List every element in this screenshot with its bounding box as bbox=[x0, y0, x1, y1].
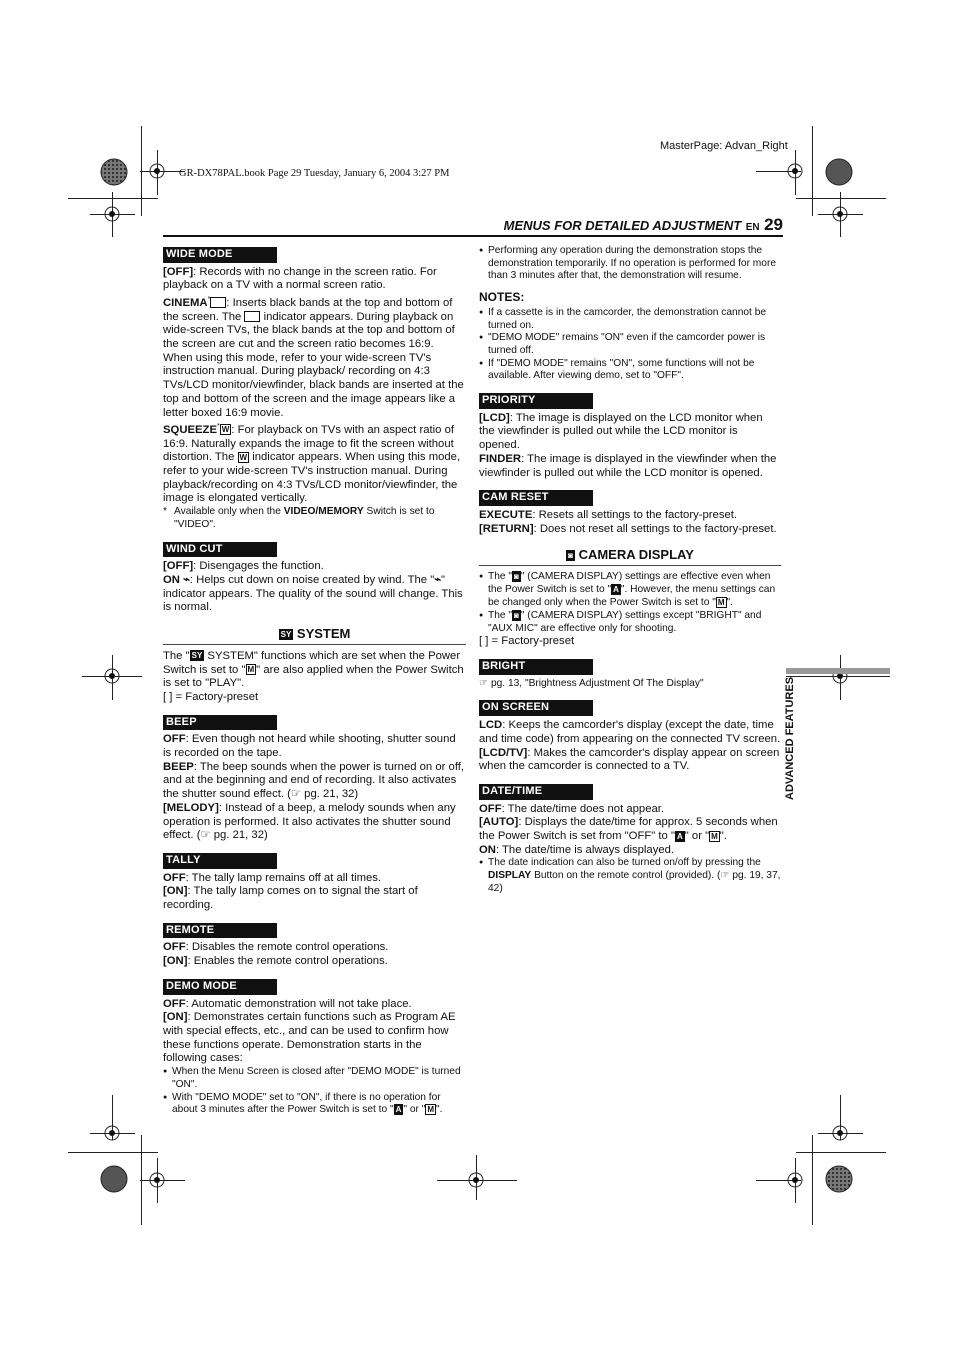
camera-display-bullet-2 bbox=[479, 610, 781, 636]
system-icon: SY bbox=[191, 651, 203, 661]
desc-text: : Keeps the camcorder's display (except the date, time and time code) from appearing on the connected TV screen. bbox=[479, 719, 781, 745]
tally-off bbox=[163, 872, 466, 886]
bullet-text: ". However, the menu settings can be changed only when the Power Switch is set to " bbox=[488, 584, 776, 609]
bullet-text: " or " bbox=[403, 1104, 426, 1116]
masterpage-label: MasterPage: Advan_Right bbox=[660, 140, 788, 152]
footnote-text: Available only when the bbox=[174, 506, 281, 518]
priority-heading: PRIORITY bbox=[479, 393, 593, 409]
system-title bbox=[163, 627, 466, 645]
desc-text: indicator appears. During playback on wide-screen TVs, the black bands at the top and bottom of the screen are cut and the screen ratio becomes 16:9. When using this mode, refer to your wide-screen TV's instruction manual. During playback/ recording on 4:3 TVs/LCD monitor/viewfinder, black bands are inserted at the top and bottom of the screen and the image appears like a letter boxed 16:9 movie. bbox=[163, 310, 464, 419]
cam-reset-heading: CAM RESET bbox=[479, 490, 593, 506]
key-label: [MELODY] bbox=[163, 801, 219, 814]
desc-text: " indicator appears. The quality of the sound will change. This is normal. bbox=[163, 574, 463, 614]
mode-m-icon: M bbox=[427, 1105, 435, 1115]
bullet-text: " (CAMERA DISPLAY) settings except "BRIGHT" and "AUX MIC" are effective only for shooting. bbox=[488, 609, 762, 634]
cam-reset-execute bbox=[479, 509, 781, 523]
desc-text: : Demonstrates certain functions such as Program AE with special effects, etc., and can be used to confirm how these functions operate. Demonstration starts in the following cases: bbox=[163, 1011, 456, 1065]
date-time-auto bbox=[479, 816, 781, 843]
desc-text: : Makes the camcorder's display appear on screen when the camcorder is connected to a TV. bbox=[479, 746, 780, 773]
key-label: ON bbox=[479, 843, 496, 856]
system-title-text: SYSTEM bbox=[296, 626, 351, 642]
desc-text: : Instead of a beep, a melody sounds when any operation is performed. It also activates the shutter sound effect. (☞ pg. 21, 32) bbox=[163, 801, 456, 842]
beep-off bbox=[163, 733, 466, 760]
desc-text: : Automatic demonstration will not take place. bbox=[185, 997, 412, 1010]
date-time-on bbox=[479, 844, 781, 858]
camera-display-icon: ◙ bbox=[514, 572, 519, 582]
desc-text: " are also applied when the Power Switch is set to "PLAY". bbox=[163, 663, 464, 690]
wind-icon: ⌁ bbox=[434, 574, 442, 586]
camera-display-title-text: CAMERA DISPLAY bbox=[578, 547, 694, 563]
camera-display-title bbox=[479, 548, 781, 566]
desc-text: : For playback on TVs with an aspect ratio of 16:9. Naturally expands the image to fit the screen without distortion. The bbox=[163, 423, 454, 464]
cinema-icon bbox=[244, 311, 260, 322]
key-label: OFF bbox=[479, 802, 502, 815]
desc-text: : Inserts black bands at the top and bottom of the screen. The bbox=[163, 296, 453, 323]
remote-heading: REMOTE bbox=[163, 923, 277, 939]
wind-cut-heading: WIND CUT bbox=[163, 542, 277, 558]
mode-m-icon: M bbox=[717, 597, 725, 607]
bullet-text: The date indication can also be turned on/off by pressing the bbox=[488, 857, 761, 869]
bright-heading: BRIGHT bbox=[479, 659, 593, 675]
tally-heading: TALLY bbox=[163, 853, 277, 869]
desc-text: : The beep sounds when the power is turned on or off, and at the beginning and end of recording. It also activates the shutter sound effect. (☞ pg. 21, 32) bbox=[163, 760, 465, 801]
notes-title: NOTES: bbox=[479, 290, 525, 305]
bullet-text: ". bbox=[726, 597, 733, 609]
key-label: LCD bbox=[479, 719, 503, 732]
mode-m-icon: M bbox=[711, 831, 718, 841]
desc-text: : Displays the date/time for approx. 5 seconds when the Power Switch is set from "OFF" to " bbox=[479, 816, 778, 843]
key-label: [ON] bbox=[163, 1011, 188, 1024]
key-label: [LCD] bbox=[479, 411, 510, 424]
mode-a-icon: A bbox=[613, 584, 619, 594]
demo-mode-on bbox=[163, 1011, 466, 1066]
lang-label: EN bbox=[745, 222, 760, 233]
desc-text: : Enables the remote control operations. bbox=[187, 955, 388, 968]
footnote-star: * bbox=[163, 506, 167, 518]
mode-a-icon: A bbox=[395, 1105, 402, 1115]
camera-display-icon: ◙ bbox=[568, 551, 573, 561]
cinema-icon bbox=[210, 297, 226, 308]
remote-off bbox=[163, 941, 466, 955]
desc-text: " or " bbox=[684, 830, 710, 843]
desc-text: SYSTEM" functions which are set when the Power Switch is set to " bbox=[163, 649, 461, 676]
side-tab-bar bbox=[786, 668, 890, 674]
desc-text: : The date/time does not appear. bbox=[501, 802, 665, 815]
key-label: [ON] bbox=[163, 885, 188, 898]
key-label: ON bbox=[163, 574, 180, 586]
tally-on bbox=[163, 885, 466, 912]
camera-display-icon: ◙ bbox=[514, 610, 519, 620]
bright-ref: ☞ pg. 13, "Brightness Adjustment Of The Display" bbox=[479, 677, 704, 689]
beep-beep bbox=[163, 761, 466, 802]
wide-mode-squeeze: SQUEEZE* W : For playback on TVs with an aspect ratio of 16:9. Naturally expands the image to fit the screen without distortion. The W indicator appears. When using this mode, refer to your wide-screen TV's instruction manual. During playback/recording on 4:3 TVs/LCD monitor/viewfinder, the image is elongated vertically. bbox=[163, 423, 461, 505]
key-label: SQUEEZE bbox=[163, 423, 217, 436]
mode-m-icon: M bbox=[247, 665, 255, 675]
note-item: ● "DEMO MODE" remains "ON" even if the camcorder power is turned off. bbox=[479, 332, 781, 357]
key-label: [ON] bbox=[163, 955, 188, 968]
cam-reset-return bbox=[479, 523, 781, 537]
desc-text: : The image is displayed in the viewfinder when the viewfinder is pulled out while the LCD monitor is opened. bbox=[479, 452, 777, 479]
priority-lcd bbox=[479, 412, 781, 453]
desc-text: : Disengages the function. bbox=[193, 560, 324, 573]
wide-mode-cinema: CINEMA* : Inserts black bands at the top and bottom of the screen. The indicator appears. During playback on wide-screen TVs, the black bands at the top and bottom of the screen are cut and the screen ratio becomes 16:9. When using this mode, refer to your wide-screen TV's instruction manual. During playback/ recording on 4:3 TVs/LCD monitor/viewfinder, black bands are inserted at the top and bottom of the screen and the image appears like a letter boxed 16:9 movie. bbox=[163, 296, 464, 419]
camera-display-bullet-1 bbox=[479, 571, 781, 610]
page-header bbox=[163, 216, 783, 237]
note-item: ● If "DEMO MODE" remains "ON", some functions will not be available. After viewing demo, set to "OFF". bbox=[479, 358, 781, 383]
squeeze-icon: W bbox=[221, 425, 230, 435]
desc-text: : Even though not heard while shooting, shutter sound is recorded on the tape. bbox=[163, 733, 456, 760]
on-screen-lcdtv bbox=[479, 747, 781, 774]
wide-mode-footnote bbox=[163, 506, 466, 531]
bullet-text: The " bbox=[488, 571, 513, 583]
desc-text: : The tally lamp comes on to signal the start of recording. bbox=[163, 885, 418, 912]
key-label: [LCD/TV] bbox=[479, 746, 528, 759]
key-label: EXECUTE bbox=[479, 508, 533, 521]
side-tab-label: ADVANCED FEATURES bbox=[784, 676, 796, 800]
key-label: CINEMA bbox=[163, 296, 208, 309]
date-time-heading: DATE/TIME bbox=[479, 784, 593, 800]
desc-text: : Does not reset all settings to the factory-preset. bbox=[533, 522, 777, 535]
demo-bullet: ● Performing any operation during the demonstration stops the demonstration temporarily. If no operation is performed for more than 3 minutes after that, the demonstration will resume. bbox=[479, 245, 781, 283]
demo-mode-off bbox=[163, 998, 466, 1012]
key-label: OFF bbox=[163, 997, 186, 1010]
key-label: OFF bbox=[163, 941, 186, 954]
section-title: MENUS FOR DETAILED ADJUSTMENT bbox=[503, 218, 742, 233]
system-factory: [ ] = Factory-preset bbox=[163, 690, 259, 703]
desc-text: : Helps cut down on noise created by wind. The " bbox=[189, 574, 435, 586]
book-info: GR-DX78PAL.book Page 29 Tuesday, January 6, 2004 3:27 PM bbox=[179, 168, 450, 179]
right-column bbox=[479, 245, 781, 896]
side-tab bbox=[784, 676, 802, 800]
desc-text: : The tally lamp remains off at all times. bbox=[185, 871, 382, 884]
wind-cut-off bbox=[163, 560, 466, 574]
desc-text: : The date/time is always displayed. bbox=[495, 843, 675, 856]
bullet-bold: DISPLAY bbox=[488, 870, 532, 882]
on-screen-lcd bbox=[479, 719, 781, 746]
desc-text: ". bbox=[719, 830, 727, 843]
key-label: [OFF] bbox=[163, 560, 194, 573]
wind-cut-on bbox=[163, 574, 466, 615]
wide-mode-heading: WIDE MODE bbox=[163, 247, 277, 263]
priority-finder bbox=[479, 453, 781, 480]
system-icon: SY bbox=[280, 630, 292, 640]
beep-melody bbox=[163, 802, 466, 843]
page-number: 29 bbox=[764, 215, 783, 234]
mode-a-icon: A bbox=[676, 831, 683, 841]
desc-text: indicator appears. When using this mode, refer to your wide-screen TV's instruction manual. During playback/recording on 4:3 TVs/LCD monitor/viewfinder, the image is elongated vertically. bbox=[163, 451, 461, 505]
desc-text: : Disables the remote control operations. bbox=[185, 941, 389, 954]
key-label: [OFF] bbox=[163, 265, 194, 278]
key-label: OFF bbox=[163, 733, 186, 746]
wind-icon: ⌁ bbox=[183, 574, 190, 586]
bullet-text: The " bbox=[488, 609, 513, 621]
key-label: FINDER bbox=[479, 452, 522, 465]
footnote-text: Switch is set to "VIDEO". bbox=[174, 506, 435, 530]
date-time-bullet bbox=[479, 857, 781, 895]
on-screen-heading: ON SCREEN bbox=[479, 700, 593, 716]
bullet-text: " (CAMERA DISPLAY) settings are effective even when the Power Switch is set to " bbox=[488, 571, 771, 596]
key-label: [RETURN] bbox=[479, 522, 534, 535]
demo-mode-bullet-2 bbox=[163, 1092, 466, 1118]
note-item: ● If a cassette is in the camcorder, the demonstration cannot be turned on. bbox=[479, 307, 781, 332]
squeeze-icon: W bbox=[239, 452, 248, 462]
desc-text: The " bbox=[163, 649, 190, 662]
key-label: BEEP bbox=[163, 760, 194, 773]
demo-mode-bullet-1: ● When the Menu Screen is closed after "DEMO MODE" is turned "ON". bbox=[163, 1066, 466, 1091]
bullet-text: Button on the remote control (provided). (☞ pg. 19, 37, 42) bbox=[488, 870, 781, 894]
system-intro bbox=[163, 650, 466, 691]
key-label: OFF bbox=[163, 871, 186, 884]
left-column bbox=[163, 247, 466, 1117]
wide-mode-off bbox=[163, 266, 466, 293]
remote-on bbox=[163, 955, 466, 969]
desc-text: : Resets all settings to the factory-preset. bbox=[532, 508, 738, 521]
footnote-bold: VIDEO/MEMORY bbox=[283, 506, 364, 518]
demo-mode-heading: DEMO MODE bbox=[163, 979, 277, 995]
desc-text: : Records with no change in the screen ratio. For playback on a TV with a normal screen ratio. bbox=[163, 265, 437, 292]
bullet-text: ". bbox=[436, 1104, 443, 1116]
desc-text: : The image is displayed on the LCD monitor when the viewfinder is pulled out while the LCD monitor is opened. bbox=[479, 411, 763, 452]
bullet-text: With "DEMO MODE" set to "ON", if there is no operation for about 3 minutes after the Power Switch is set to " bbox=[172, 1091, 441, 1116]
beep-heading: BEEP bbox=[163, 715, 277, 731]
camera-display-factory: [ ] = Factory-preset bbox=[479, 635, 575, 648]
key-label: [AUTO] bbox=[479, 816, 519, 829]
date-time-off bbox=[479, 803, 781, 817]
